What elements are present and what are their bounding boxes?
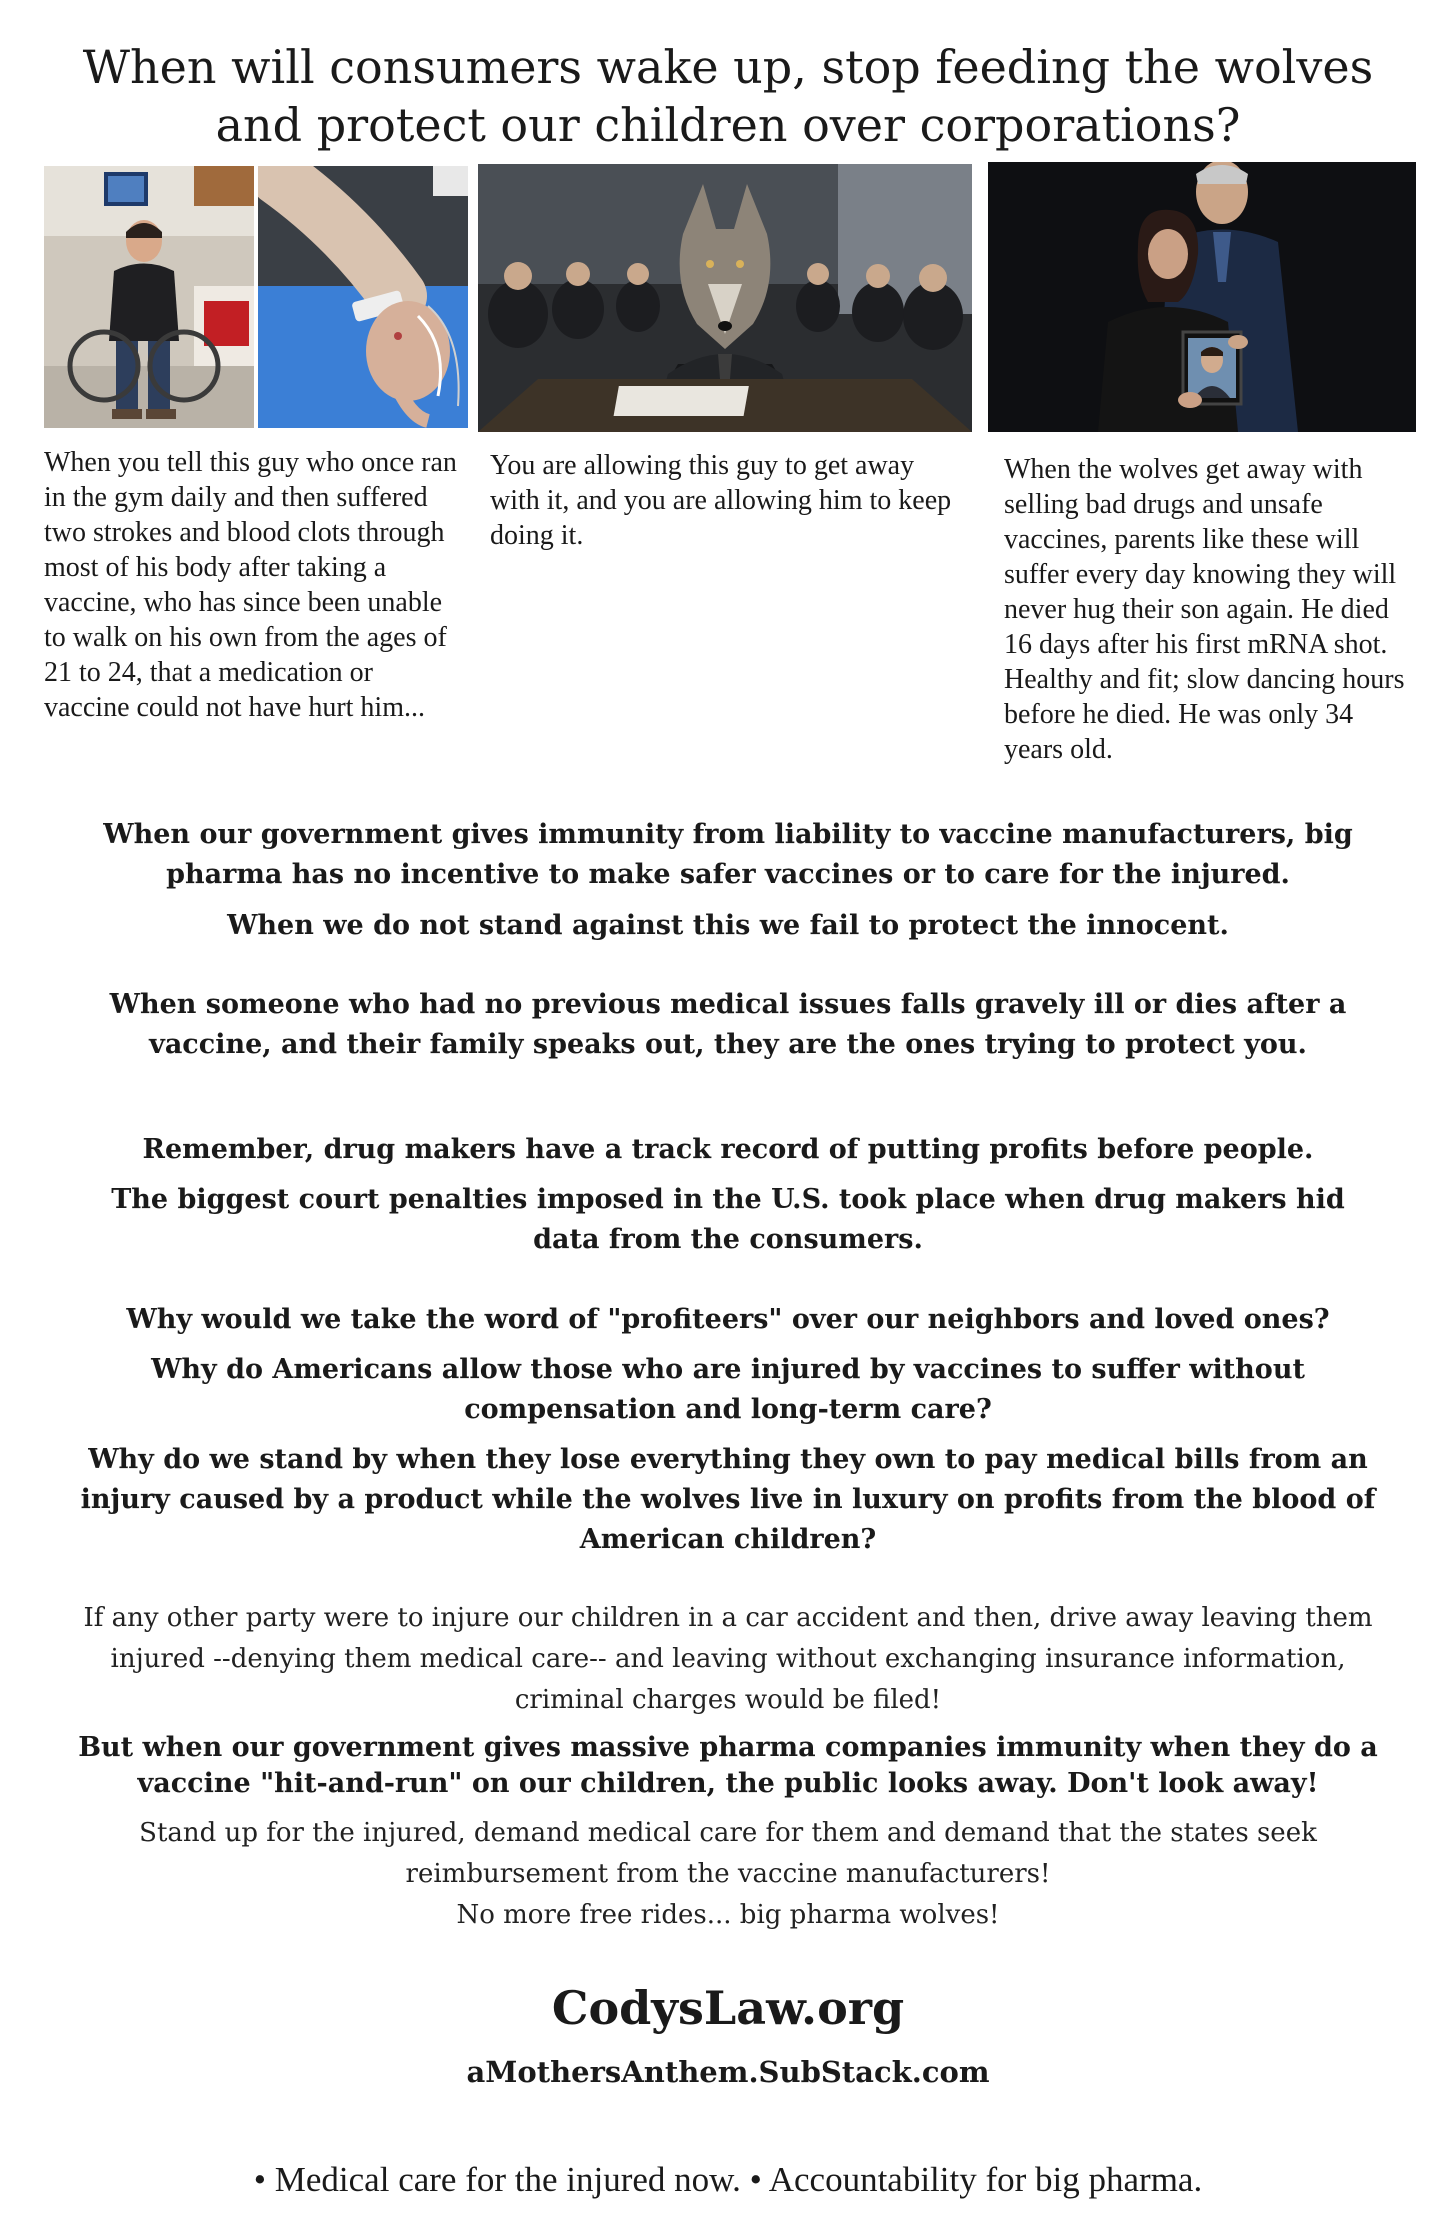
paragraph-compensation: Why do Americans allow those who are injured by vaccines to suffer without compensation and long-term care? — [151, 1354, 1305, 1425]
parents-holding-son-portrait-photo-icon — [988, 162, 1416, 432]
caption-middle: You are allowing this guy to get away with it, and you are allowing him to keep doing it. — [490, 450, 952, 551]
wolf-in-suit-boardroom-photo-icon — [478, 164, 972, 432]
caption-left: When you tell this guy who once ran in the gym daily and then suffered two strokes and blood clots through most of his body after taking a vaccine, who has since been unable to walk on his own from the ages of 21 to 24, that a medication or vaccine could not have hurt him... — [44, 447, 457, 723]
substack-link[interactable]: aMothersAnthem.SubStack.com — [466, 2055, 990, 2089]
paragraph-innocent: When we do not stand against this we fail to protect the innocent. — [227, 910, 1229, 941]
codyslaw-link[interactable]: CodysLaw.org — [551, 1981, 905, 2035]
paragraph-free-rides: No more free rides... big pharma wolves! — [456, 1900, 1000, 1930]
arm-iv-photo — [258, 166, 468, 428]
paragraph-penalties: The biggest court penalties imposed in the U.S. took place when drug makers hid data from the consumers. — [111, 1184, 1345, 1255]
caption-right: When the wolves get away with selling bad drugs and unsafe vaccines, parents like these will suffer every day knowing they will never hug their son again. He died 16 days after his first mRNA shot. Healthy and fit; slow dancing hours before he died. He was only 34 years old. — [1004, 454, 1405, 765]
paragraph-hit-and-run: But when our government gives massive pharma companies immunity when they do a vaccine "hit-and-run" on our children, the public looks away. Don't look away! — [78, 1732, 1378, 1799]
paragraph-remember: Remember, drug makers have a track record of putting profits before people. — [142, 1134, 1314, 1165]
wolf-boardroom-photo — [478, 164, 972, 432]
patient-wheelchair-photo — [44, 166, 254, 428]
hospital-patient-in-wheelchair-photo-icon — [44, 166, 254, 428]
paragraph-car-accident: If any other party were to injure our children in a car accident and then, drive away leaving them injured --denying them medical care-- and leaving without exchanging insurance information, criminal charges would be filed! — [83, 1603, 1373, 1715]
paragraph-luxury: Why do we stand by when they lose everything they own to pay medical bills from an injury caused by a product while the wolves live in luxury on profits from the blood of American children? — [80, 1444, 1376, 1555]
paragraph-stand-up: Stand up for the injured, demand medical care for them and demand that the states seek reimbursement from the vaccine manufacturers! — [139, 1818, 1317, 1889]
footer-slogans: • Medical care for the injured now. • Accountability for big pharma. — [253, 2160, 1203, 2199]
page-title: When will consumers wake up, stop feeding the wolves and protect our children over corporations? — [82, 40, 1374, 152]
parents-portrait-photo — [988, 162, 1416, 432]
paragraph-profiteers: Why would we take the word of "profiteers" over our neighbors and loved ones? — [126, 1304, 1330, 1335]
paragraph-family: When someone who had no previous medical issues falls gravely ill or dies after a vaccine, and their family speaks out, they are the ones trying to protect you. — [109, 989, 1347, 1060]
paragraph-immunity: When our government gives immunity from liability to vaccine manufacturers, big pharma has no incentive to make safer vaccines or to care for the injured. — [103, 819, 1353, 890]
hospital-iv-arm-photo-icon — [258, 166, 468, 428]
